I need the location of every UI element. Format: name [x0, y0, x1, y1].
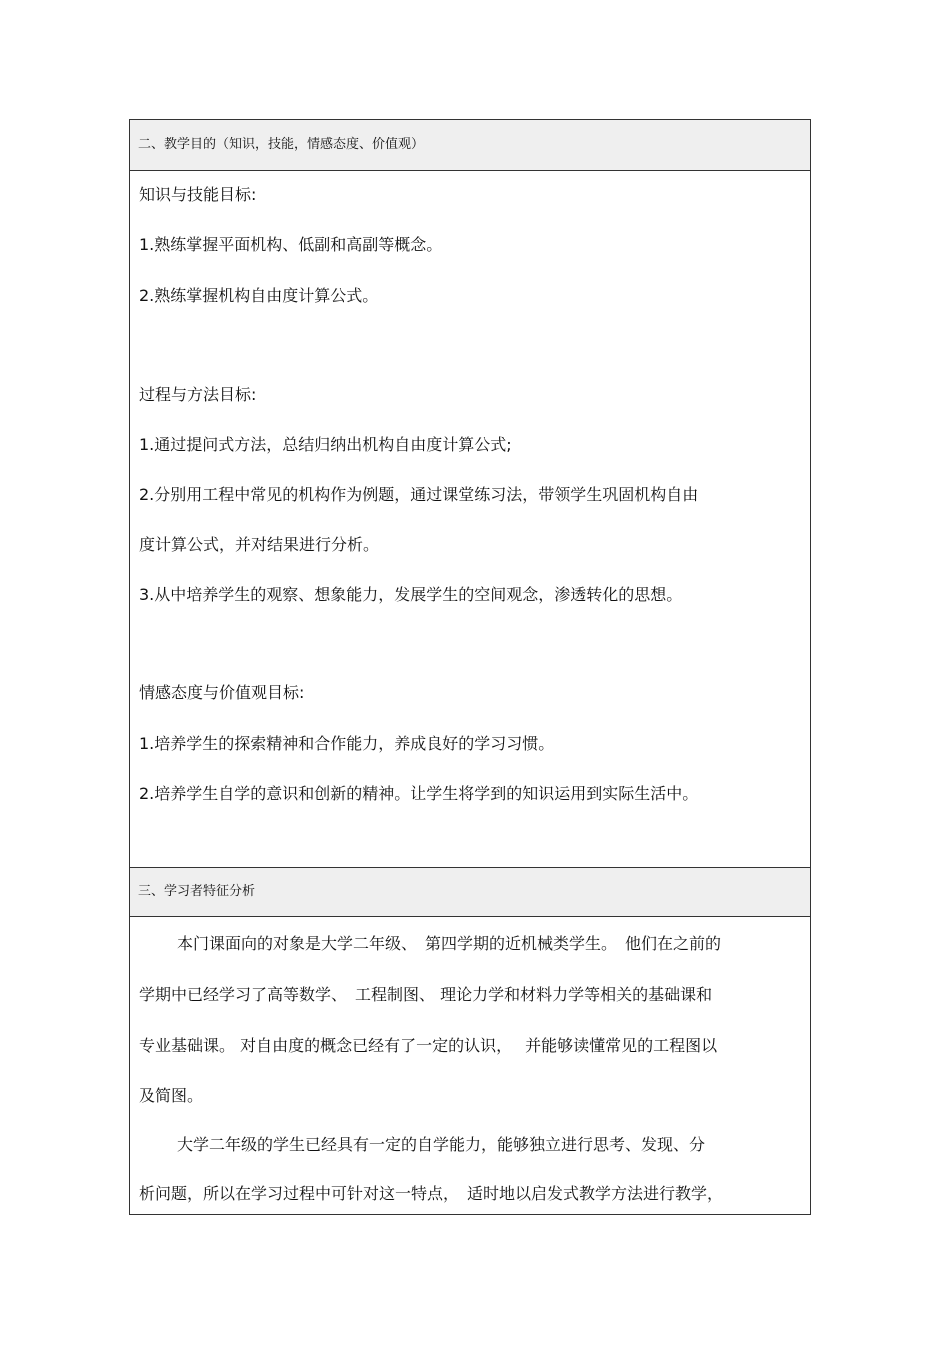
objective-line: 2.熟练掌握机构自由度计算公式。 [139, 286, 379, 305]
teaching-objectives-cell [130, 171, 810, 867]
paragraph-line: 专业基础课。 对自由度的概念已经有了一定的认识， 并能够读懂常见的工程图以 [139, 1036, 718, 1055]
objective-line: 1.通过提问式方法，总结归纳出机构自由度计算公式; [139, 435, 512, 454]
objective-line: 2.培养学生自学的意识和创新的精神。让学生将学到的知识运用到实际生活中。 [139, 784, 699, 803]
objective-line: 1.熟练掌握平面机构、低副和高副等概念。 [139, 235, 443, 254]
paragraph-line: 析问题，所以在学习过程中可针对这一特点， 适时地以启发式教学方法进行教学， [139, 1184, 724, 1203]
lesson-plan-table [129, 119, 811, 1215]
subheading-attitude-values: 情感态度与价值观目标: [139, 683, 305, 702]
subheading-process-methods: 过程与方法目标: [139, 385, 257, 404]
objective-line: 1.培养学生的探索精神和合作能力，养成良好的学习习惯。 [139, 734, 555, 753]
paragraph-line: 学期中已经学习了高等数学、 工程制图、 理论力学和材料力学等相关的基础课和 [139, 985, 713, 1004]
paragraph-line: 及简图。 [139, 1086, 204, 1105]
objective-line: 度计算公式，并对结果进行分析。 [139, 535, 380, 554]
objective-line: 2.分别用工程中常见的机构作为例题，通过课堂练习法，带领学生巩固机构自由 [139, 485, 699, 504]
section-header-teaching-objectives: 二、教学目的（知识，技能，情感态度、价值观） [130, 120, 810, 171]
subheading-knowledge-skills: 知识与技能目标: [139, 185, 257, 204]
objective-line: 3.从中培养学生的观察、想象能力，发展学生的空间观念，渗透转化的思想。 [139, 585, 683, 604]
paragraph-line: 大学二年级的学生已经具有一定的自学能力，能够独立进行思考、发现、分 [177, 1135, 706, 1154]
paragraph-line: 本门课面向的对象是大学二年级、 第四学期的近机械类学生。 他们在之前的 [177, 934, 722, 953]
section-header-learner-analysis: 三、学习者特征分析 [130, 867, 810, 917]
learner-analysis-cell [130, 917, 810, 1214]
